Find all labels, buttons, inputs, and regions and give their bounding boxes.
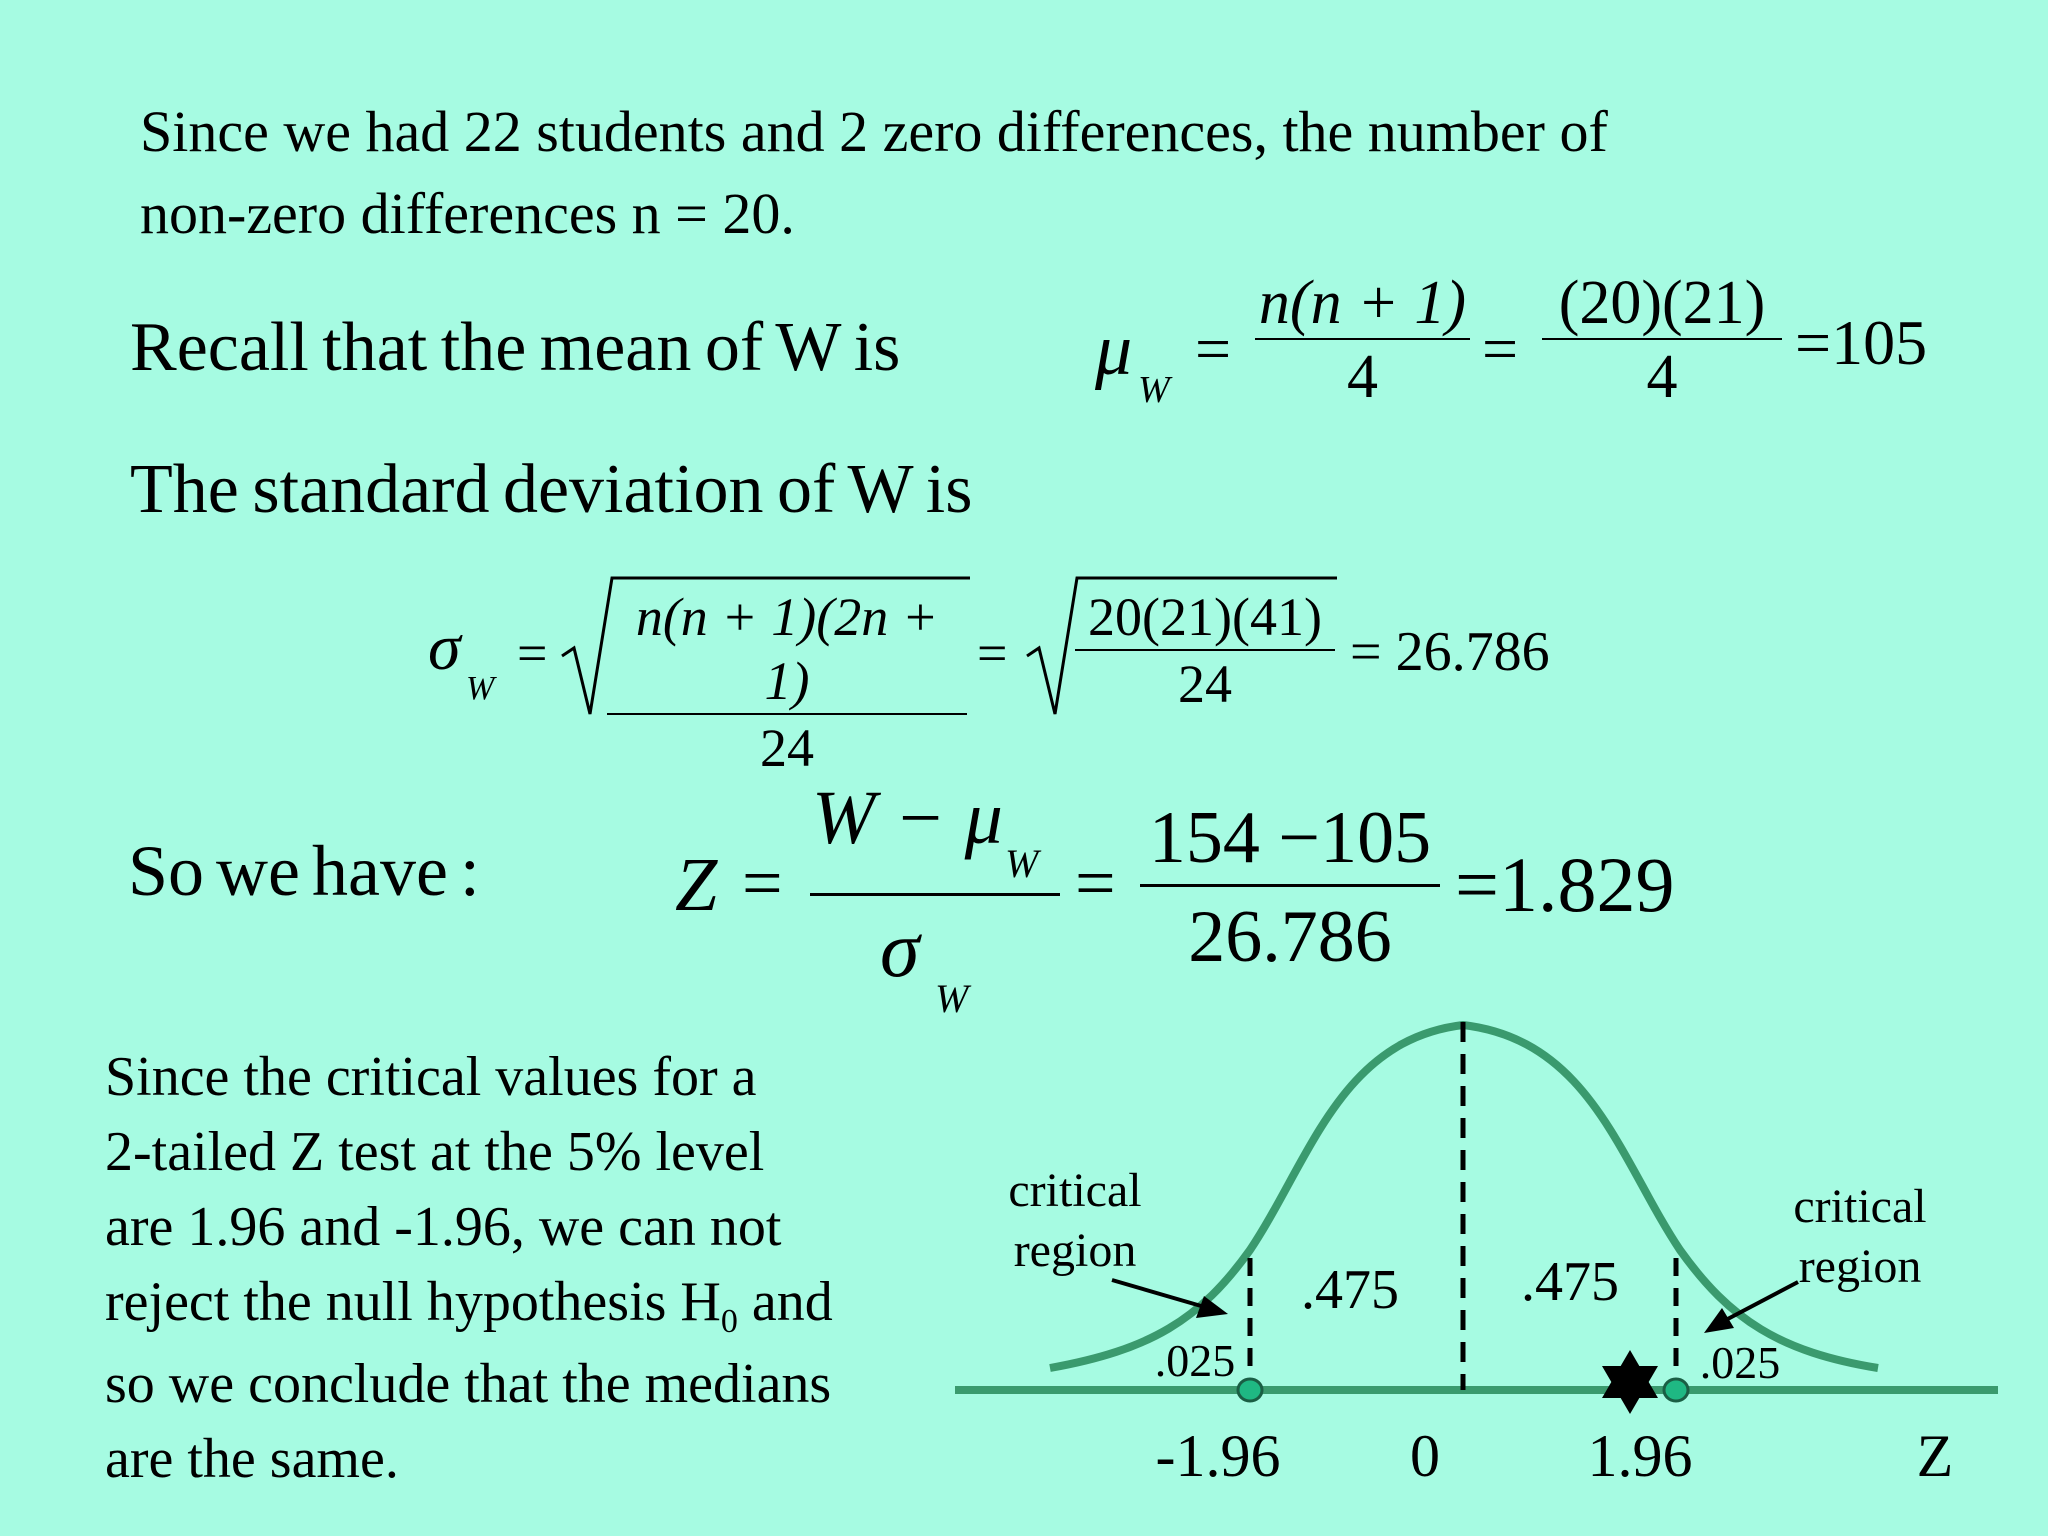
z-values-numerator: 154 −105 <box>1148 797 1432 879</box>
z-label: So we have : <box>128 831 480 911</box>
left-area-label: .475 <box>1301 1259 1399 1321</box>
intro-line-1: Since we had 22 students and 2 zero differences, the number of <box>140 99 1608 164</box>
left-tail-label: .025 <box>1154 1335 1236 1386</box>
mean-mu-subscript: W <box>1138 369 1170 411</box>
right-critical-marker <box>1664 1379 1688 1401</box>
conclusion-line-1: Since the critical values for a <box>105 1046 757 1108</box>
conclusion-line-4-text: reject the null hypothesis H <box>105 1271 721 1333</box>
sd-result: = 26.786 <box>1350 621 1550 683</box>
mean-result: =105 <box>1795 307 1928 378</box>
sd-equals-1: = <box>517 623 548 683</box>
sd-rad2-denominator: 24 <box>1178 654 1232 714</box>
z-equals-1: = <box>742 843 783 923</box>
z-axis-label: Z <box>1916 1423 1954 1489</box>
right-arrow-head <box>1704 1308 1734 1333</box>
sd-sigma-symbol: σ <box>428 611 461 684</box>
conclusion-line-3: are 1.96 and -1.96, we can not <box>105 1196 782 1258</box>
z-values-denominator: 26.786 <box>1188 896 1392 978</box>
star-of-david-icon <box>1602 1350 1658 1414</box>
left-critical-label-2: region <box>1013 1224 1137 1277</box>
z-numerator-subscript: W <box>1005 841 1039 886</box>
z-equals-2: = <box>1075 843 1116 923</box>
left-critical-marker <box>1238 1379 1262 1401</box>
left-arrow <box>1112 1280 1208 1308</box>
left-critical-label-1: critical <box>1008 1164 1142 1217</box>
sd-label: The standard deviation of W is <box>130 451 973 528</box>
sd-sigma-subscript: W <box>466 670 495 707</box>
sd-equals-2: = <box>977 623 1008 683</box>
right-tail-label: .025 <box>1699 1337 1781 1388</box>
mean-label: Recall that the mean of W is <box>130 309 901 386</box>
sd-rad2-numerator: 20(21)(41) <box>1088 587 1322 647</box>
conclusion-h0-subscript: 0 <box>720 1303 738 1341</box>
conclusion-line-4-end: and <box>737 1271 833 1333</box>
intro-line-2: non-zero differences n = 20. <box>140 181 795 246</box>
mean-values-denominator: 4 <box>1646 343 1678 411</box>
conclusion-line-2: 2-tailed Z test at the 5% level <box>105 1121 765 1183</box>
z-numerator: W − μ <box>812 776 1003 860</box>
z-result: =1.829 <box>1455 841 1675 928</box>
tick-label-zero: 0 <box>1410 1423 1440 1489</box>
sd-rad1-numerator: n(n + 1)(2n + 1) <box>635 587 939 711</box>
conclusion-line-5: so we conclude that the medians <box>105 1353 832 1415</box>
mean-values-numerator: (20)(21) <box>1558 269 1766 337</box>
right-arrow <box>1722 1282 1798 1322</box>
mean-frac-denominator: 4 <box>1347 343 1378 411</box>
right-area-label: .475 <box>1521 1251 1619 1313</box>
conclusion-line-6: are the same. <box>105 1428 399 1490</box>
z-symbol: Z <box>675 843 718 927</box>
z-denominator-sigma: σ <box>880 906 920 994</box>
mean-frac-numerator: n(n + 1) <box>1258 269 1467 337</box>
tick-label-neg: -1.96 <box>1155 1423 1281 1489</box>
mean-equals-1: = <box>1195 313 1232 384</box>
mean-equals-2: = <box>1482 313 1519 384</box>
tick-label-pos: 1.96 <box>1587 1423 1693 1489</box>
z-denominator-subscript: W <box>935 976 969 1021</box>
right-critical-label-2: region <box>1798 1240 1922 1293</box>
sd-rad1-denominator: 24 <box>760 718 814 778</box>
mean-mu-symbol: μ <box>1095 309 1133 391</box>
right-critical-label-1: critical <box>1793 1180 1927 1233</box>
